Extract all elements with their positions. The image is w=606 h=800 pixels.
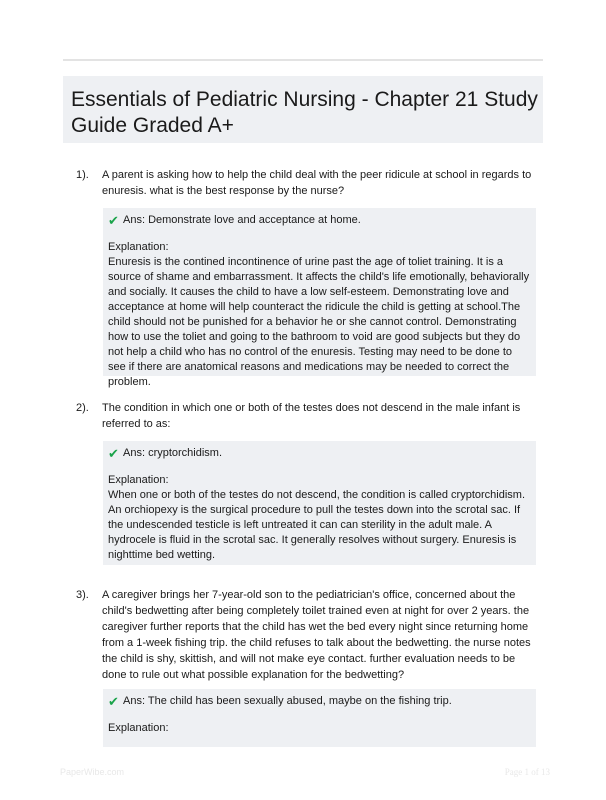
explanation-label: Explanation: [108,722,169,734]
question-number: 1). [76,169,89,181]
footer-page-number: Page 1 of 13 [504,767,550,777]
question-number: 2). [76,402,89,414]
answer-box-2 [103,441,536,565]
answer-text: Ans: cryptorchidism. [123,447,223,459]
answer-text: Ans: The child has been sexually abused, maybe on the fishing trip. [123,695,452,707]
answer-line [108,213,532,228]
question-text: A parent is asking how to help the child deal with the peer ridicule at school in regards to enuresis. what is the best response by the nurse? [102,169,532,197]
checkmark-icon: ✔ [108,213,119,228]
page-title: Essentials of Pediatric Nursing - Chapter 21 Study Guide Graded A+ [71,88,538,137]
checkmark-icon: ✔ [108,446,119,461]
explanation-text: Enuresis is the contined incontinence of urine past the age of toliet training. It is a source of shame and embarrassment. It affects the child's life emotionally, behaviorally and socially. It causes the child to have a low self-esteem. Demonstrating love and acceptance at home will help counteract the ridicule the child is getting at school.The child should not be punished for a behavior he or she cannot control. Demonstrating how to use the toliet and going to the bathroom to void are good subjects but they do not help a child who has no control of the enuresis. Testing may need to be done to see if there are anatomical reasons and medications may be needed to correct the problem. [108,256,530,388]
question-text: The condition in which one or both of the testes does not descend in the male infant is referred to as: [102,402,521,430]
footer-site: PaperWibe.com [60,767,125,777]
question-number: 3). [76,589,89,601]
title-box [63,76,543,143]
answer-line [108,446,532,461]
explanation-label: Explanation: [108,241,169,253]
explanation-text: When one or both of the testes do not descend, the condition is called cryptorchidism. An orchiopexy is the surgical procedure to pull the testes down into the scrotal sac. If the undescended testicle is left untreated it can can sterility in the adult male. A hydrocele is fluid in the scrotal sac. It generally resolves without surgery. Enuresis is nighttime bed wetting. [108,489,526,561]
answer-box-3 [103,689,536,747]
answer-text: Ans: Demonstrate love and acceptance at home. [123,214,361,226]
answer-line [108,694,532,709]
explanation-label: Explanation: [108,474,169,486]
top-divider [63,59,543,61]
answer-box-1 [103,208,536,388]
checkmark-icon: ✔ [108,694,119,709]
question-text: A caregiver brings her 7-year-old son to the pediatrician's office, concerned about the child's bedwetting after being completely toilet trained even at night for over 2 years. the caregiver further reports that the child has wet the bed every night since returning home from a 1-week fishing trip. the child refuses to talk about the bedwetting. the nurse notes the child is shy, skittish, and will not make eye contact. further evaluation needs to be done to rule out what possible explanation for the bedwetting? [102,589,531,681]
